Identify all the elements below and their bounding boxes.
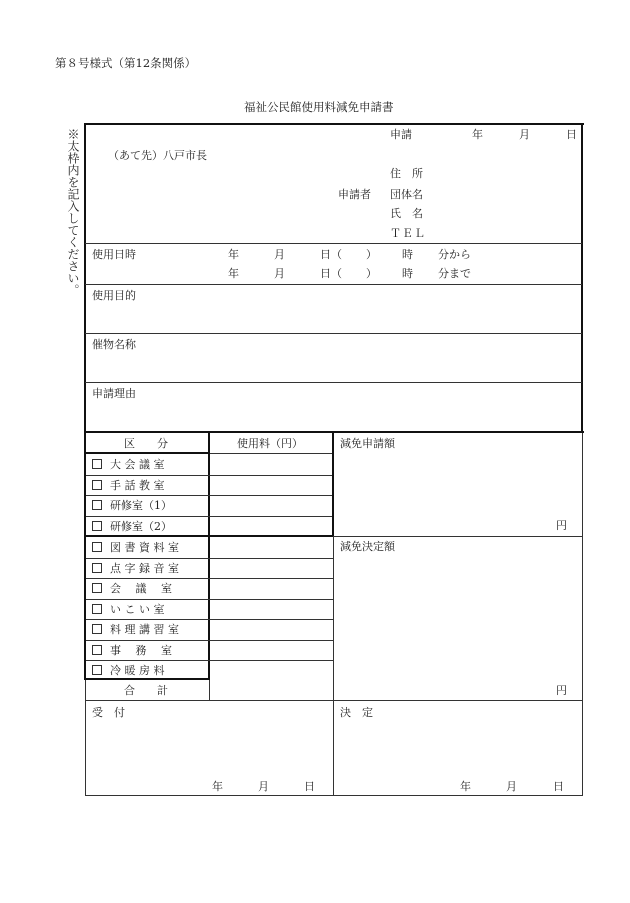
thick-right	[581, 123, 583, 432]
usage-datetime-label: 使用日時	[92, 248, 136, 261]
room-label: 研修室（1）	[110, 499, 172, 512]
yen-label-2: 円	[556, 684, 567, 697]
thick-fee-right	[332, 431, 334, 536]
col-fee: 使用料（円）	[237, 437, 303, 450]
dt2-fun: 分まで	[438, 267, 471, 280]
room-row	[92, 500, 172, 511]
yen-label-1: 円	[556, 519, 567, 532]
checkbox-icon[interactable]	[92, 480, 102, 490]
thick-top	[84, 123, 584, 125]
reduction-decision-label: 減免決定額	[340, 540, 395, 553]
room-row	[92, 480, 165, 491]
room-row	[92, 665, 165, 676]
footer-left-tsuki: 月	[258, 780, 269, 793]
divider-datetime	[85, 284, 582, 285]
row-divider	[86, 558, 333, 559]
header-nen: 年	[472, 128, 483, 141]
room-row	[92, 459, 165, 470]
shinsei-label: 申請	[390, 128, 412, 141]
room-label: 研修室（2）	[110, 519, 172, 533]
checkbox-icon[interactable]	[92, 500, 102, 510]
dantai-label: 団体名	[390, 188, 423, 201]
room-row	[92, 624, 179, 635]
row-divider	[86, 640, 333, 641]
room-row	[92, 604, 165, 615]
dt1-fun: 分から	[438, 248, 471, 261]
footer-right-hi: 日	[553, 780, 564, 793]
checkbox-icon[interactable]	[92, 604, 102, 614]
jusho-label: 住 所	[390, 167, 423, 180]
fee-left-lower	[209, 680, 210, 701]
kettei-label: 決 定	[340, 706, 373, 719]
uketsuke-label: 受 付	[92, 706, 125, 719]
dt2-tsuki: 月	[274, 267, 285, 280]
checkbox-icon[interactable]	[92, 665, 102, 675]
room-row	[92, 645, 172, 656]
row-divider	[86, 578, 333, 579]
room-label: 点 字 録 音 室	[110, 561, 179, 575]
thick-header-under	[84, 452, 210, 454]
atesaki: （あて先）八戸市長	[108, 149, 207, 162]
checkbox-icon[interactable]	[92, 542, 102, 552]
event-label: 催物名称	[92, 338, 136, 351]
dt2-paren: ）	[366, 267, 377, 280]
room-label: 図 書 資 料 室	[110, 541, 179, 554]
row-divider	[86, 475, 332, 476]
thick-under-reason	[84, 431, 584, 433]
room-row	[92, 583, 172, 594]
divider-header	[85, 243, 582, 244]
room-row	[92, 542, 179, 553]
divider-total	[85, 700, 582, 701]
room-row	[92, 521, 172, 532]
thick-kubun-left	[84, 431, 86, 680]
row-divider	[86, 660, 333, 661]
form-number: 第８号様式（第12条関係）	[55, 56, 197, 70]
fee-right-lower	[333, 536, 334, 796]
row-divider	[86, 619, 333, 620]
divider-group1	[334, 536, 582, 537]
row-divider	[86, 599, 333, 600]
applicant-label: 申請者	[338, 188, 371, 201]
dt1-paren: ）	[366, 248, 377, 261]
tel-label: ＴＥＬ	[390, 227, 426, 240]
room-label: 手 話 教 室	[110, 478, 165, 492]
dt2-ji: 時	[402, 267, 413, 280]
reduction-request-label: 減免申請額	[340, 437, 395, 450]
divider-purpose	[85, 333, 582, 334]
thick-kubun-bottom	[84, 678, 210, 680]
header-tsuki: 月	[519, 128, 530, 141]
dt1-tsuki: 月	[274, 248, 285, 261]
thick-fee-bottom1	[208, 535, 334, 537]
room-label: 会 議 室	[110, 582, 172, 595]
dt2-nen: 年	[228, 267, 239, 280]
dt1-ji: 時	[402, 248, 413, 261]
room-label: 大 会 議 室	[110, 458, 165, 471]
row-divider	[86, 495, 332, 496]
footer-left-nen: 年	[212, 780, 223, 793]
room-label: 事 務 室	[110, 643, 172, 657]
dt2-hi: 日（	[320, 267, 342, 280]
thick-group-divider	[84, 535, 210, 537]
footer-left-hi: 日	[304, 780, 315, 793]
fee-header-under	[210, 453, 332, 454]
checkbox-icon[interactable]	[92, 583, 102, 593]
page-title: 福祉公民館使用料減免申請書	[244, 100, 394, 114]
checkbox-icon[interactable]	[92, 563, 102, 573]
room-row	[92, 563, 179, 574]
room-label: 冷 暖 房 料	[110, 664, 165, 677]
row-divider	[86, 516, 332, 517]
thick-left	[84, 123, 86, 432]
dt1-nen: 年	[228, 248, 239, 261]
checkbox-icon[interactable]	[92, 645, 102, 655]
footer-right-tsuki: 月	[506, 780, 517, 793]
footer-right-nen: 年	[460, 780, 471, 793]
side-note: ※太枠内を記入してください。	[66, 128, 80, 296]
shimei-label: 氏 名	[390, 207, 423, 220]
frame-bottom	[85, 795, 583, 796]
dt1-hi: 日（	[320, 248, 342, 261]
col-kubun: 区 分	[124, 437, 168, 450]
room-label: い こ い 室	[110, 602, 165, 616]
checkbox-icon[interactable]	[92, 521, 102, 531]
total-label: 合 計	[124, 684, 168, 697]
header-hi: 日	[566, 128, 577, 141]
purpose-label: 使用目的	[92, 289, 136, 302]
checkbox-icon[interactable]	[92, 624, 102, 634]
divider-event	[85, 382, 582, 383]
checkbox-icon[interactable]	[92, 459, 102, 469]
reason-label: 申請理由	[92, 387, 136, 400]
room-label: 料 理 講 習 室	[110, 623, 179, 636]
thick-fee-left	[208, 431, 210, 680]
